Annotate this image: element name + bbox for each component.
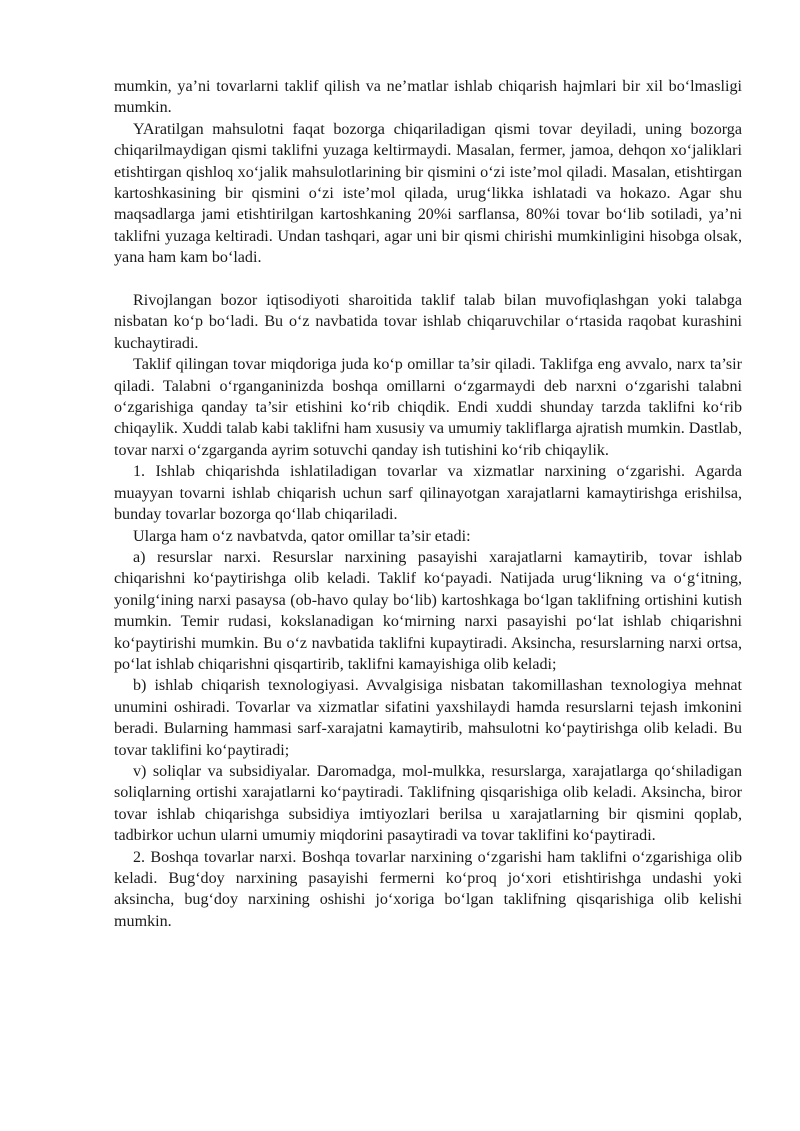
paragraph-item-a: a) resurslar narxi. Resurslar narxining pasayishi xarajatlarni kamaytirib, tovar ishlab chiqarishni ko‘paytirishga olib keladi. Taklif ko‘payadi. Natijada urug‘likning va o‘g‘itning, yonilg‘ining narxi pasaysa (ob-havo qulay bo‘lib) kartoshkaga bo‘lgan taklifning ortishini kutish mumkin. Temir rudasi, kokslanadigan ko‘mirning narxi pasayishi po‘lat ishlab chiqarishni ko‘paytirishi mumkin. Bu o‘z navbatida taklifni kupaytiradi. Aksincha, resurslarning narxi ortsa, po‘lat ishlab chiqarishni qisqartirib, taklifni kamayishiga olib keladi; — [114, 548, 742, 673]
paragraph-spacer — [114, 269, 742, 290]
paragraph-item-v: v) soliqlar va subsidiyalar. Daromadga, mol-mulkka, resurslarga, xarajatlarga qo‘shiladigan soliqlarning ortishi xarajatlarni ko‘paytiradi. Taklifning qisqarishiga olib keladi. Aksincha, biror tovar ishlab chiqarishga subsidiya imtiyozlari berilsa u xarajatlarning bir qismini qoplab, tadbirkor uchun ularni umumiy miqdorini pasaytiradi va tovar taklifini ko‘paytiradi. — [114, 762, 742, 845]
paragraph-factors-intro: Ularga ham o‘z navbatvda, qator omillar ta’sir etadi: — [133, 527, 471, 545]
paragraph-market-economy: Rivojlangan bozor iqtisodiyoti sharoitida taklif talab bilan muvofiqlashgan yoki talabga nisbatan ko‘p bo‘ladi. Bu o‘z navbatida tovar ishlab chiqaruvchilar o‘rtasida raqobat kurashini kuchaytiradi. — [114, 292, 742, 352]
paragraph-item-1: 1. Ishlab chiqarishda ishlatiladigan tovarlar va xizmatlar narxining o‘zgarishi. Agarda muayyan tovarni ishlab chiqarish uchun sarf qilinayotgan xarajatlarni kamaytirishga erishilsa, bunday tovarlar bozorga qo‘llab chiqariladi. — [114, 463, 742, 524]
paragraph-item-b: b) ishlab chiqarish texnologiyasi. Avvalgisiga nisbatan takomillashan texnologiya mehnat unumini oshiradi. Tovarlar va xizmatlar sifatini yaxshilaydi hamda resurslarni tejash imkonini beradi. Bularning hammasi sarf-xarajatni kamaytirib, mahsulotni ko‘paytirishga olib keladi. Bu tovar taklifini ko‘paytiradi; — [114, 677, 742, 759]
paragraph-product-definition: YAratilgan mahsulotni faqat bozorga chiqariladigan qismi tovar deyiladi, uning bozorga chiqarilmaydigan qismi taklifni yuzaga keltirmaydi. Masalan, fermer, jamoa, dehqon xo‘jaliklari etishtirgan qishloq xo‘jalik mahsulotlarining bir qismini o‘zi iste’mol qiladi. Masalan, etishtirgan kartoshkasining bir qismini o‘zi iste’mol qilada, urug‘likka ishlatadi va hokazo. Agar shu maqsadlarga jami etishtirilgan kartoshkaning 20%i sarflansa, 80%i tovar bo‘lib sotiladi, ya’ni taklifni yuzaga keltiradi. Undan tashqari, agar uni bir qismi chirishi mumkinligini hisobga olsak, yana ham kam bo‘ladi. — [114, 120, 742, 267]
paragraph-item-2: 2. Boshqa tovarlar narxi. Boshqa tovarlar narxining o‘zgarishi ham taklifni o‘zgarishiga olib keladi. Bug‘doy narxining pasayishi fermerni ko‘proq jo‘xori etishtirishga undashi yoki aksincha, bug‘doy narxining oshishi jo‘xoriga bo‘lgan taklifning qisqarishiga olib kelishi mumkin. — [114, 848, 742, 930]
paragraph-supply-factors: Taklif qilingan tovar miqdoriga juda ko‘p omillar ta’sir qiladi. Taklifga eng avvalo, narx ta’sir qiladi. Talabni o‘rganganinizda boshqa omillarni o‘zgarmaydi deb narxni o‘zgarishi talabni o‘zgarishiga qanday ta’sir etishini ko‘rib chiqdik. Endi xuddi shunday tarzda taklifni ko‘rib chiqaylik. Xuddi talab kabi taklifni ham xususiy va umumiy takliflarga ajratish mumkin. Dastlab, tovar narxi o‘zgarganda ayrim sotuvchi qanday ish tutishini ko‘rib chiqaylik. — [114, 356, 742, 459]
paragraph-continuation: mumkin, ya’ni tovarlarni taklif qilish va ne’matlar ishlab chiqarish hajmlari bir xil bo‘lmasligi mumkin. — [114, 78, 742, 117]
document-page — [114, 76, 742, 932]
